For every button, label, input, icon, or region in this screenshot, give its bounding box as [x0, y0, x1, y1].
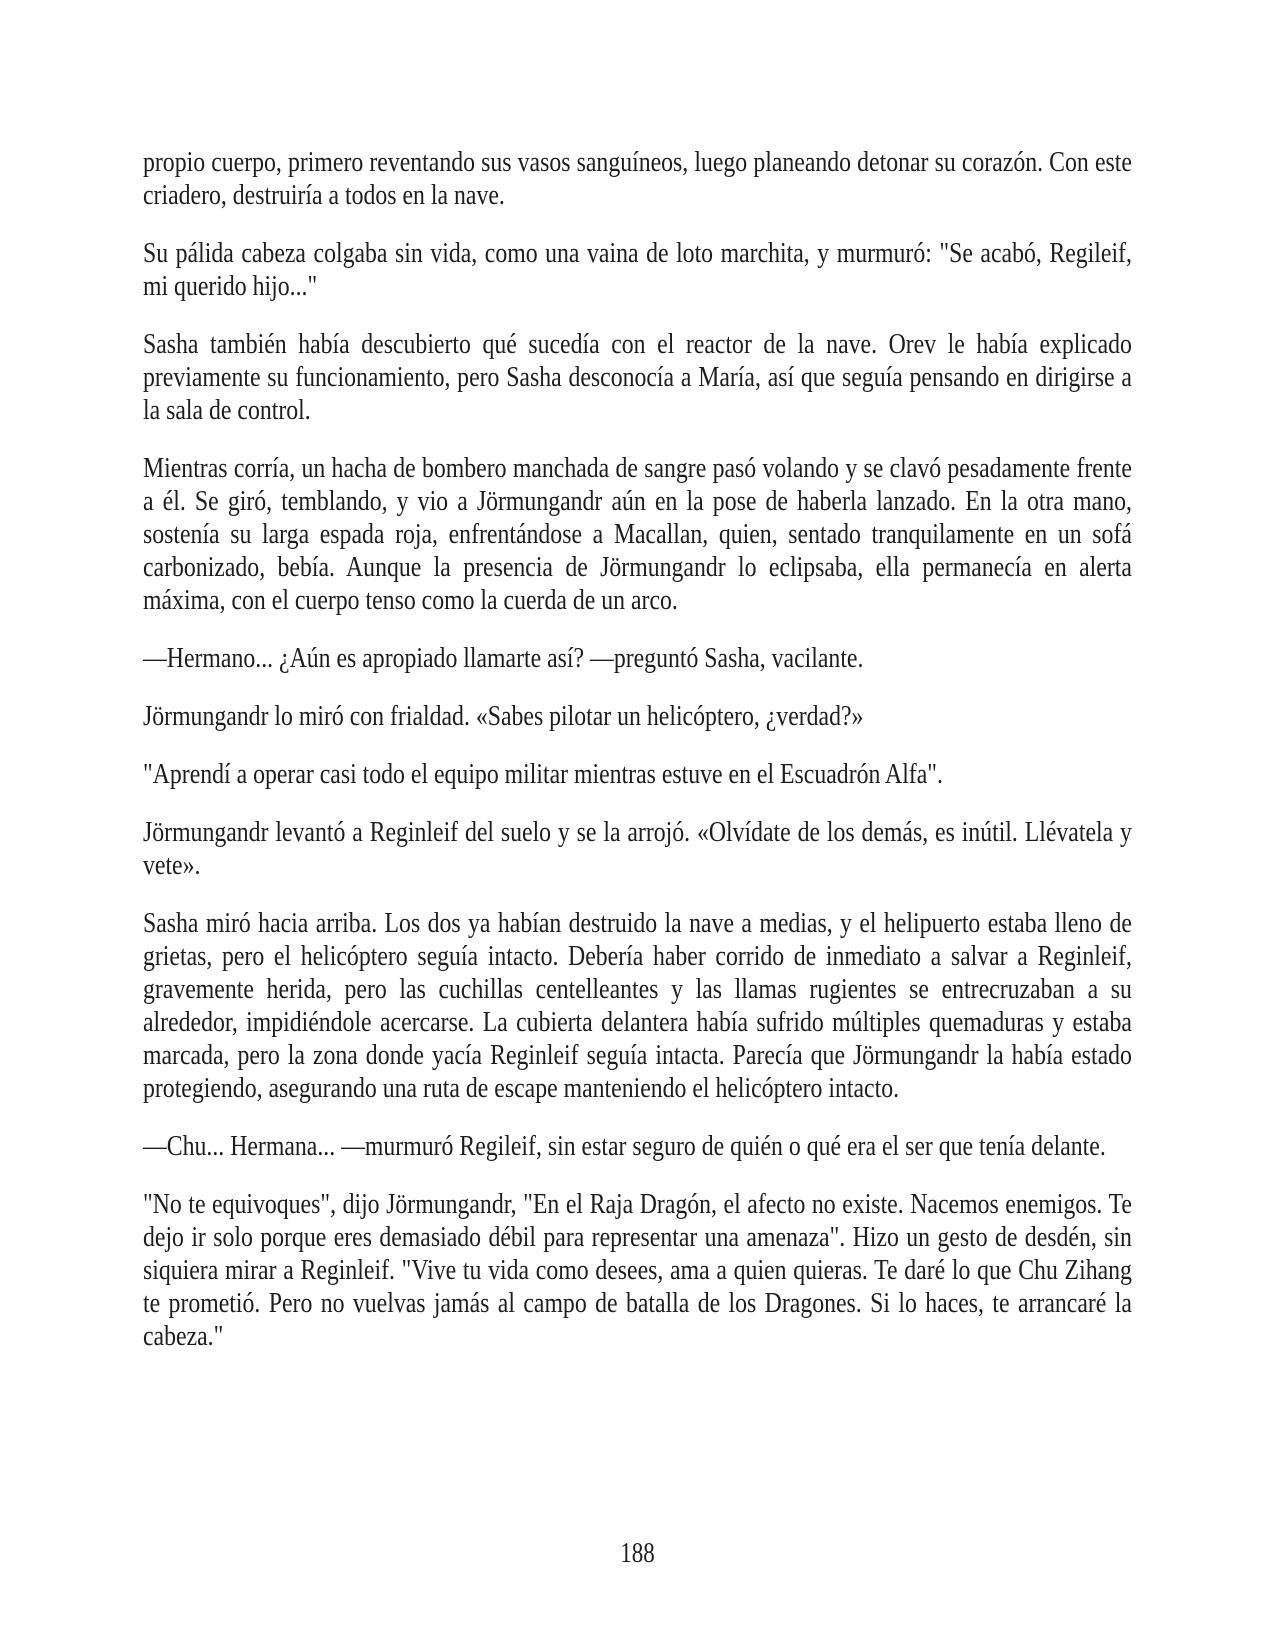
paragraph: Mientras corría, un hacha de bombero manchada de sangre pasó volando y se clavó pesadamente frente a él. Se giró, temblando, y vio a Jörmungandr aún en la pose de haberla lanzado. En la otra mano, sostenía su larga espada roja, enfrentándose a Macallan, quien, sentado tranquilamente en un sofá carbonizado, bebía. Aunque la presencia de Jörmungandr lo eclipsaba, ella permanecía en alerta máxima, con el cuerpo tenso como la cuerda de un arco. — [143, 452, 1132, 616]
paragraph: —Chu... Hermana... —murmuró Regileif, sin estar seguro de quién o qué era el ser que tenía delante. — [143, 1130, 1106, 1162]
paragraph: —Hermano... ¿Aún es apropiado llamarte así? —preguntó Sasha, vacilante. — [143, 642, 864, 674]
paragraph: "Aprendí a operar casi todo el equipo militar mientras estuve en el Escuadrón Alfa". — [143, 758, 943, 790]
paragraph: "No te equivoques", dijo Jörmungandr, "En el Raja Dragón, el afecto no existe. Nacemos enemigos. Te dejo ir solo porque eres demasiado débil para representar una amenaza". Hizo un gesto de desdén, sin siquiera mirar a Reginleif. "Vive tu vida como desees, ama a quien quieras. Te daré lo que Chu Zihang te prometió. Pero no vuelvas jamás al campo de batalla de los Dragones. Si lo haces, te arrancaré la cabeza." — [143, 1188, 1132, 1352]
paragraph: Jörmungandr lo miró con frialdad. «Sabes pilotar un helicóptero, ¿verdad?» — [143, 700, 864, 732]
paragraph: Sasha también había descubierto qué sucedía con el reactor de la nave. Orev le había explicado previamente su funcionamiento, pero Sasha desconocía a María, así que seguía pensando en dirigirse a la sala de control. — [143, 328, 1132, 426]
paragraph: Sasha miró hacia arriba. Los dos ya habían destruido la nave a medias, y el helipuerto estaba lleno de grietas, pero el helicóptero seguía intacto. Debería haber corrido de inmediato a salvar a Reginleif, gravemente herida, pero las cuchillas centelleantes y las llamas rugientes se entrecruzaban a su alrededor, impidiéndole acercarse. La cubierta delantera había sufrido múltiples quemaduras y estaba marcada, pero la zona donde yacía Reginleif seguía intacta. Parecía que Jörmungandr la había estado protegiendo, asegurando una ruta de escape manteniendo el helicóptero intacto. — [143, 907, 1132, 1104]
page-number: 188 — [620, 1538, 655, 1569]
paragraph: Su pálida cabeza colgaba sin vida, como una vaina de loto marchita, y murmuró: "Se acabó, Regileif, mi querido hijo..." — [143, 237, 1132, 302]
paragraph: Jörmungandr levantó a Reginleif del suelo y se la arrojó. «Olvídate de los demás, es inútil. Llévatela y vete». — [143, 816, 1132, 881]
paragraph: propio cuerpo, primero reventando sus vasos sanguíneos, luego planeando detonar su corazón. Con este criadero, destruiría a todos en la nave. — [143, 146, 1132, 211]
text-body — [143, 146, 1132, 1378]
